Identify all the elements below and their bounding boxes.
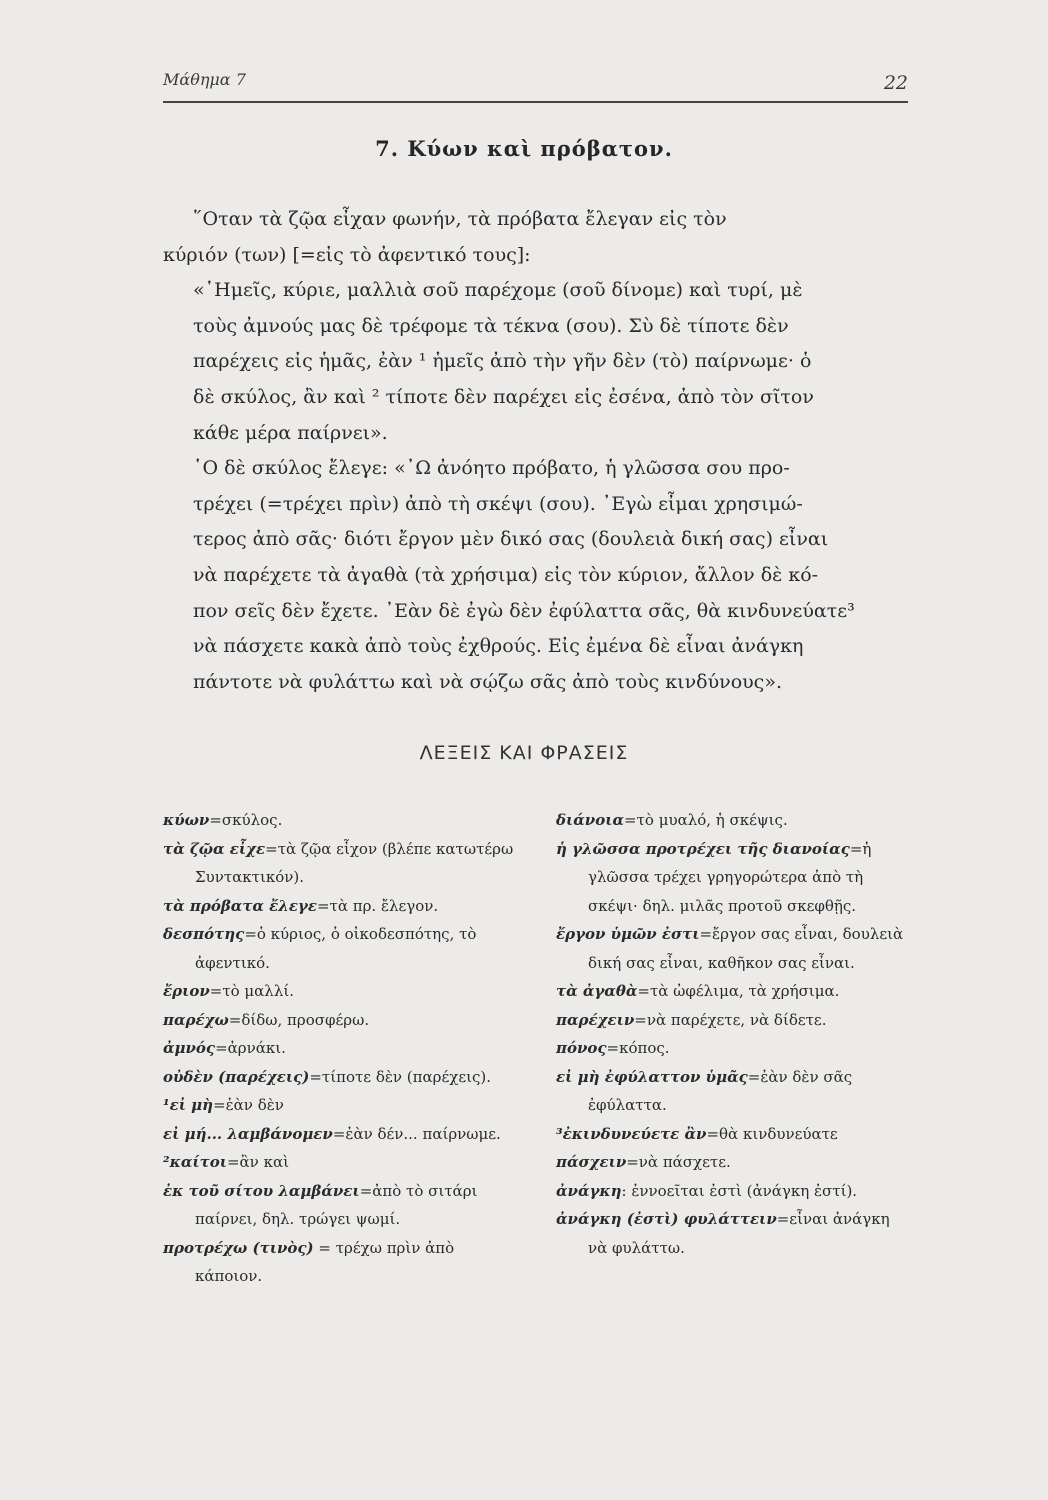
vocab-term: κύων bbox=[163, 811, 210, 829]
paragraph-2 bbox=[163, 273, 908, 451]
vocab-term: παρέχω bbox=[163, 1010, 229, 1029]
text-line: κάθε μέρα παίρνει». bbox=[193, 421, 388, 444]
vocab-term: ἀνάγκη (ἐστὶ) φυλάττειν bbox=[556, 1210, 777, 1228]
vocab-definition: =τίποτε δὲν (παρέχεις). bbox=[309, 1067, 491, 1086]
vocab-entry bbox=[556, 806, 908, 835]
vocab-definition: =τὸ μαλλί. bbox=[209, 982, 294, 1000]
text-line: πον σεῖς δὲν ἔχετε. ᾽Εὰν δὲ ἐγὼ δὲν ἐφύλαττα σᾶς, θὰ κινδυνεύατε³ bbox=[193, 599, 855, 622]
vocab-entry bbox=[163, 1148, 515, 1177]
vocab-term: ³ἐκινδυνεύετε ἂν bbox=[556, 1124, 707, 1143]
fable-title: 7. Κύων καὶ πρόβατον. bbox=[375, 136, 673, 161]
vocab-term: τὰ ἀγαθὰ bbox=[556, 982, 638, 1000]
vocab-definition: =τὸ μυαλό, ἡ σκέψις. bbox=[624, 811, 788, 829]
vocab-definition: = τρέχω πρὶν ἀπὸ κάποιον. bbox=[195, 1238, 455, 1285]
text-line: πάντοτε νὰ φυλάττω καὶ νὰ σῴζω σᾶς ἀπὸ τοὺς κινδύνους». bbox=[193, 670, 782, 693]
text-line: δὲ σκύλος, ἂν καὶ ² τίποτε δὲν παρέχει εἰς ἐσένα, ἀπὸ τὸν σῖτον bbox=[193, 385, 814, 408]
vocab-definition: =ἀρνάκι. bbox=[215, 1039, 286, 1057]
vocab-definition: =νὰ παρέχετε, νὰ δίδετε. bbox=[634, 1010, 827, 1029]
text-line: ῾Ο δὲ σκύλος ἔλεγε: «᾽Ω ἀνόητο πρόβατο, ἡ γλῶσσα σου προ- bbox=[193, 457, 790, 480]
vocab-entry bbox=[556, 1063, 908, 1120]
vocab-definition: =ἔργον σας εἶναι, δουλειὰ δική σας εἶναι, καθῆκον σας εἶναι. bbox=[588, 925, 904, 972]
vocab-term: διάνοια bbox=[556, 811, 625, 829]
vocab-definition: =τὰ ὠφέλιμα, τὰ χρήσιμα. bbox=[637, 982, 840, 1000]
paragraph-3 bbox=[163, 451, 908, 700]
vocab-definition: =νὰ πάσχετε. bbox=[626, 1153, 731, 1171]
vocab-entry bbox=[556, 1034, 908, 1063]
vocab-term: ἐκ τοῦ σίτου λαμβάνει bbox=[163, 1181, 360, 1200]
vocab-entry bbox=[163, 1177, 515, 1234]
page-number: 22 bbox=[883, 72, 908, 94]
text-line: «῾Ημεῖς, κύριε, μαλλιὰ σοῦ παρέχομε (σοῦ δίνομε) καὶ τυρί, μὲ bbox=[193, 279, 803, 302]
text-line: τοὺς ἀμνούς μας δὲ τρέφομε τὰ τέκνα (σου). Σὺ δὲ τίποτε δὲν bbox=[193, 314, 789, 337]
vocab-term: ἔργον ὑμῶν ἐστι bbox=[556, 925, 700, 943]
vocab-definition: =ὁ κύριος, ὁ οἰκοδεσπότης, τὸ ἀφεντικό. bbox=[195, 925, 477, 972]
text-line: κύριόν (των) [=εἰς τὸ ἀφεντικό τους]: bbox=[163, 243, 531, 266]
running-head bbox=[163, 70, 908, 100]
vocab-term: ἀνάγκη bbox=[556, 1181, 622, 1200]
vocab-column-right bbox=[556, 806, 908, 1262]
vocab-entry bbox=[556, 1120, 908, 1149]
vocab-term: τὰ πρόβατα ἔλεγε bbox=[163, 896, 317, 915]
vocab-definition: =ἐὰν δέν... παίρνωμε. bbox=[332, 1124, 501, 1143]
header-rule bbox=[163, 101, 908, 103]
vocab-entry bbox=[556, 1148, 908, 1177]
vocab-definition: =ἐὰν δὲν bbox=[213, 1096, 284, 1114]
vocab-entry bbox=[556, 1177, 908, 1206]
text-line: ῞Οταν τὰ ζῷα εἶχαν φωνήν, τὰ πρόβατα ἔλεγαν εἰς τὸν bbox=[193, 208, 727, 230]
vocab-term: προτρέχω (τινὸς) bbox=[163, 1238, 314, 1257]
vocab-definition: =κόπος. bbox=[606, 1039, 670, 1057]
vocab-term: εἰ μή... λαμβάνομεν bbox=[163, 1124, 333, 1143]
vocab-entry bbox=[556, 1006, 908, 1035]
vocab-entry bbox=[163, 1006, 515, 1035]
vocab-entry bbox=[163, 835, 515, 892]
vocab-term: ἡ γλῶσσα προτρέχει τῆς διανοίας bbox=[556, 839, 850, 858]
vocab-definition: : ἐννοεῖται ἐστὶ (ἀνάγκη ἐστί). bbox=[621, 1181, 858, 1200]
text-line: νὰ παρέχετε τὰ ἀγαθὰ (τὰ χρήσιμα) εἰς τὸν κύριον, ἄλλον δὲ κό- bbox=[193, 563, 819, 586]
vocab-definition: =θὰ κινδυνεύατε bbox=[706, 1124, 838, 1143]
vocab-entry bbox=[163, 1063, 515, 1092]
vocab-definition: =δίδω, προσφέρω. bbox=[228, 1010, 370, 1029]
text-line: τερος ἀπὸ σᾶς· διότι ἔργον μὲν δικό σας (δουλειὰ δική σας) εἶναι bbox=[193, 528, 829, 551]
vocab-term: ἔριον bbox=[163, 982, 210, 1000]
vocab-entry bbox=[163, 977, 515, 1006]
vocab-term: εἰ μὴ ἐφύλαττον ὑμᾶς bbox=[556, 1067, 748, 1086]
vocab-definition: =ἐὰν δὲν σᾶς ἐφύλαττα. bbox=[588, 1067, 853, 1114]
vocab-term: ἀμνός bbox=[163, 1039, 216, 1057]
paragraph-1 bbox=[163, 202, 908, 273]
vocab-definition: =ἀπὸ τὸ σιτάρι παίρνει, δηλ. τρώγει ψωμί. bbox=[195, 1181, 478, 1228]
vocab-column-left bbox=[163, 806, 515, 1291]
vocab-term: πάσχειν bbox=[556, 1153, 627, 1171]
text-line: τρέχει (=τρέχει πρὶν) ἀπὸ τὴ σκέψι (σου). ᾽Εγὼ εἶμαι χρησιμώ- bbox=[193, 492, 803, 515]
vocab-entry bbox=[163, 1091, 515, 1120]
vocab-term: παρέχειν bbox=[556, 1010, 635, 1029]
vocab-definition: =ἡ γλῶσσα τρέχει γρηγορώτερα ἀπὸ τὴ σκέψι· δηλ. μιλᾶς προτοῦ σκεφθῇς. bbox=[588, 839, 872, 915]
text-line: νὰ πάσχετε κακὰ ἀπὸ τοὺς ἐχθρούς. Εἰς ἐμένα δὲ εἶναι ἀνάγκη bbox=[193, 635, 804, 658]
vocab-entry bbox=[163, 920, 515, 977]
vocab-term: ²καίτοι bbox=[163, 1153, 227, 1171]
vocab-entry bbox=[556, 1205, 908, 1262]
vocab-entry bbox=[556, 920, 908, 977]
vocab-term: τὰ ζῷα εἶχε bbox=[163, 839, 266, 858]
vocab-heading: ΛΕΞΕΙΣ ΚΑΙ ΦΡΑΣΕΙΣ bbox=[419, 742, 629, 764]
vocab-definition: =σκύλος. bbox=[209, 811, 283, 829]
vocab-definition: =εἶναι ἀνάγκη νὰ φυλάττω. bbox=[588, 1210, 890, 1257]
vocab-entry bbox=[163, 892, 515, 921]
vocab-term: δεσπότης bbox=[163, 925, 245, 943]
vocab-definition: =τὰ ζῷα εἶχον (βλέπε κατωτέρω Συντακτικόν). bbox=[195, 839, 514, 886]
vocab-entry bbox=[163, 806, 515, 835]
vocab-term: πόνος bbox=[556, 1039, 607, 1057]
vocab-entry bbox=[556, 835, 908, 921]
vocab-entry bbox=[163, 1120, 515, 1149]
vocab-entry bbox=[163, 1034, 515, 1063]
vocab-definition: =τὰ πρ. ἔλεγον. bbox=[316, 896, 439, 915]
vocab-term: οὐδὲν (παρέχεις) bbox=[163, 1067, 310, 1086]
vocab-term: ¹εἰ μὴ bbox=[163, 1096, 214, 1114]
fable-text bbox=[163, 202, 908, 700]
vocab-entry bbox=[163, 1234, 515, 1291]
lesson-label: Μάθημα 7 bbox=[163, 70, 246, 89]
vocab-entry bbox=[556, 977, 908, 1006]
vocab-definition: =ἂν καὶ bbox=[226, 1153, 289, 1171]
text-line: παρέχεις εἰς ἡμᾶς, ἐὰν ¹ ἡμεῖς ἀπὸ τὴν γῆν δὲν (τὸ) παίρνωμε· ὁ bbox=[193, 350, 812, 373]
